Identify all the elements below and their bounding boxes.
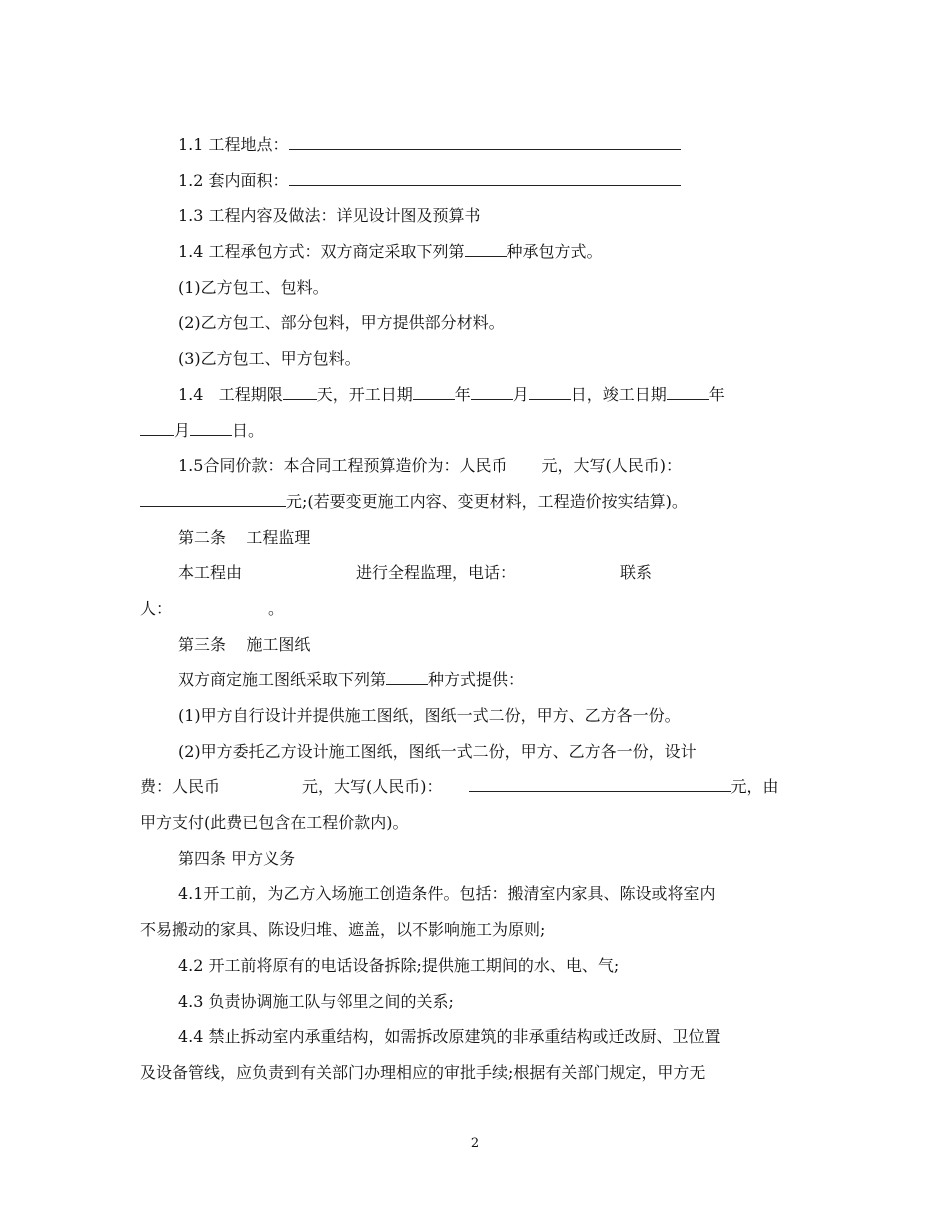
option-1: (1)乙方包工、包料。 [178,277,329,297]
clause-1-4-duration-cont: 月 日。 [140,413,800,449]
article-2-heading: 第二条 工程监理 [178,527,311,547]
design-fee-cont: 甲方支付(此费已包含在工程价款内)。 [140,813,409,833]
design-fee: 费：人民币 元，大写(人民币)： 元，由 [140,769,800,805]
clause-4-4-cont: 及设备管线，应负责到有关部门办理相应的审批手续;根据有关部门规定，甲方无 [140,1062,706,1082]
page-number: 2 [470,1136,480,1151]
article-4-heading: 第四条 甲方义务 [178,848,296,868]
clause-4-2: 4.2 开工前将原有的电话设备拆除;提供施工期间的水、电、气; [178,955,620,975]
drawing-mode: 双方商定施工图纸采取下列第 种方式提供： [140,662,800,698]
drawing-option-2: (2)甲方委托乙方设计施工图纸，图纸一式二份，甲方、乙方各一份，设计 [178,741,697,761]
clause-4-1-cont: 不易搬动的家具、陈设归堆、遮盖，以不影响施工为原则; [140,920,546,940]
clause-4-1: 4.1开工前，为乙方入场施工创造条件。包括：搬清室内家具、陈设或将室内 [178,884,716,904]
clause-1-4-duration: 1.4 工程期限 天，开工日期 年 月 日，竣工日期 年 [140,377,800,413]
clause-4-4: 4.4 禁止拆动室内承重结构，如需拆改原建筑的非承重结构或迁改厨、卫位置 [178,1027,721,1047]
drawing-option-1: (1)甲方自行设计并提供施工图纸，图纸一式二份，甲方、乙方各一份。 [178,706,681,725]
article-3-heading: 第三条 施工图纸 [178,634,311,654]
clause-1-4-contract-mode: 1.4 工程承包方式：双方商定采取下列第 种承包方式。 [140,234,800,270]
clause-1-3: 1.3 工程内容及做法：详见设计图及预算书 [178,206,481,226]
document-body [140,127,800,1091]
clause-1-1: 1.1 工程地点： [140,127,800,163]
clause-1-5-price-cont: 元;(若要变更施工内容、变更材料，工程造价按实结算)。 [140,484,800,520]
supervision-contact: 人： 。 [140,598,285,618]
supervision-line: 本工程由 进行全程监理，电话： 联系 [178,563,653,583]
option-2: (2)乙方包工、部分包料，甲方提供部分材料。 [178,313,505,333]
clause-1-2: 1.2 套内面积： [140,163,800,199]
option-3: (3)乙方包工、甲方包料。 [178,349,361,369]
clause-1-5-price: 1.5合同价款：本合同工程预算造价为：人民币 元，大写(人民币)： [178,456,682,476]
clause-4-3: 4.3 负责协调施工队与邻里之间的关系; [178,991,454,1011]
